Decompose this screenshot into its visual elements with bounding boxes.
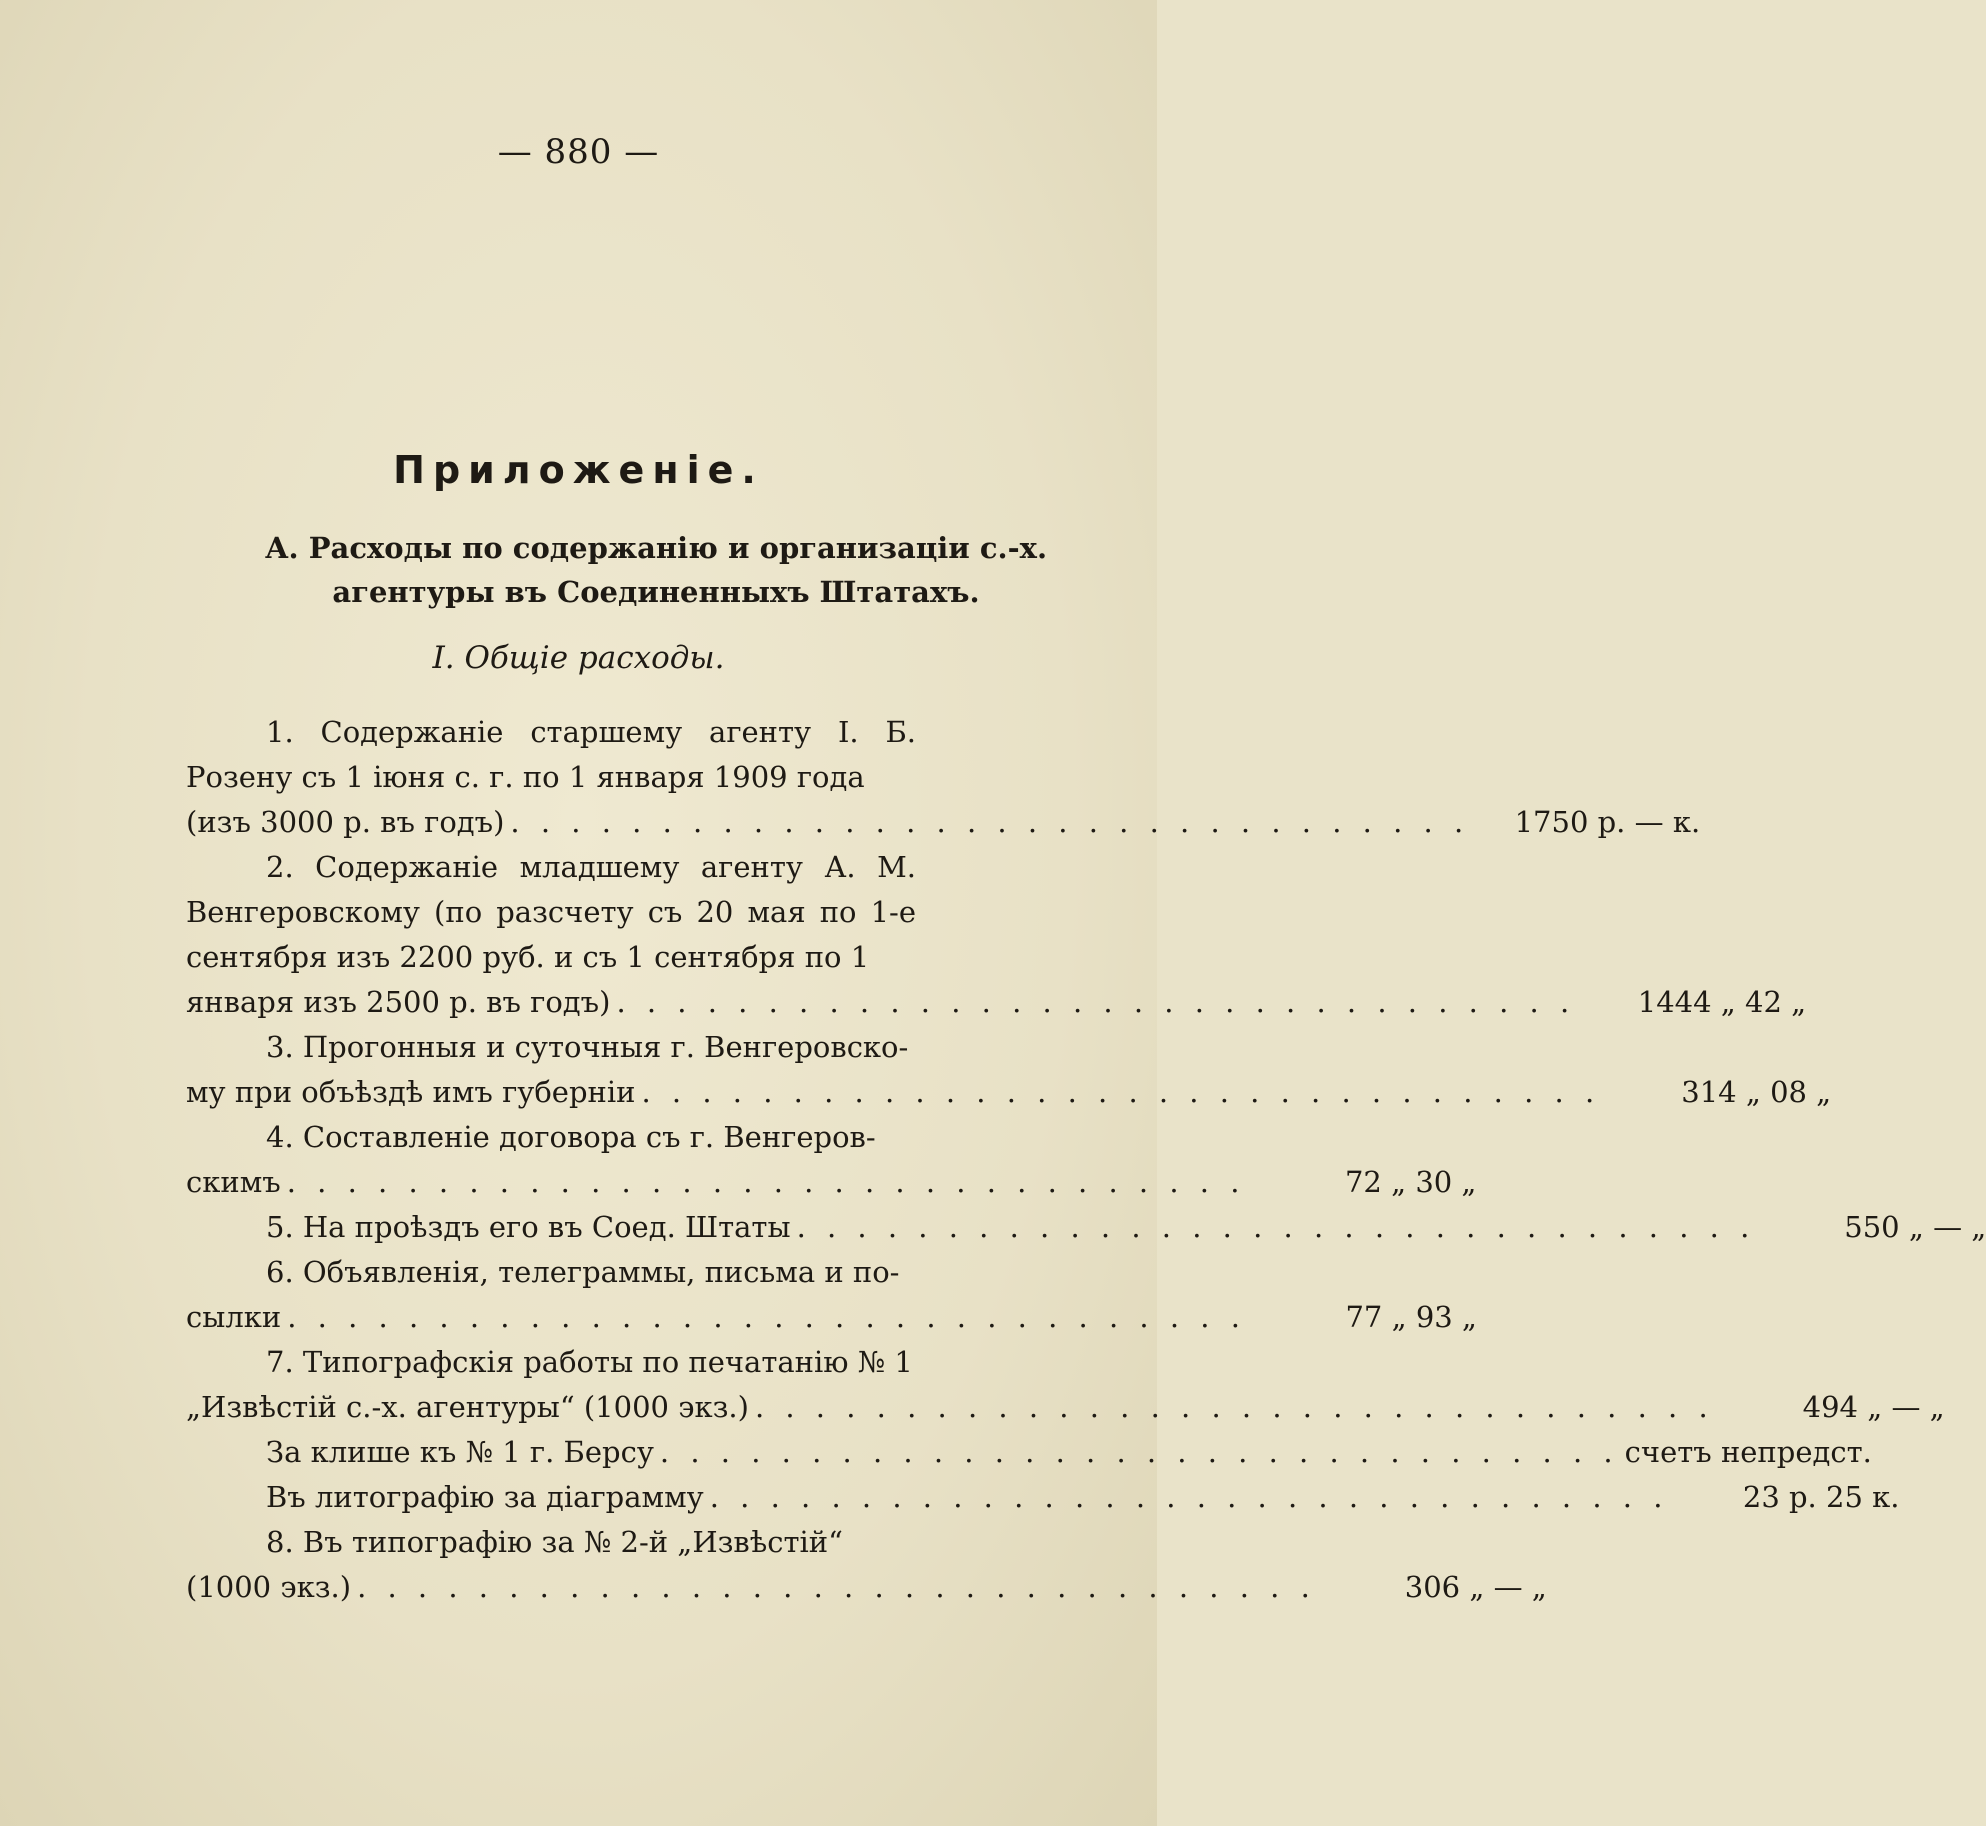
expense-item: [186, 1115, 1477, 1205]
expense-item-text: 3. Прогонныя и суточныя г. Венгеровско-: [266, 1030, 909, 1064]
expense-item-tail: За клише къ № 1 г. Берсу: [266, 1435, 654, 1469]
expense-item-line: [186, 1070, 1832, 1115]
expense-amount: 72 „ 30 „: [1344, 1165, 1477, 1199]
expense-amount: 550 „ — „: [1844, 1210, 1986, 1244]
expense-amount: 77 „ 93 „: [1345, 1300, 1477, 1334]
expense-amount: 1444 „ 42 „: [1637, 985, 1807, 1019]
expense-item-line: [186, 1205, 1986, 1250]
leader-dots: . . . . . . . . . . . . . . . . . . . . . . . . . . . . . . . .: [287, 1300, 1246, 1334]
expense-amount: 1750 р. — к.: [1514, 805, 1701, 839]
expense-item-line: [186, 1385, 1945, 1430]
expense-item-text: 4. Составленіе договора съ г. Венгеров-: [266, 1120, 876, 1154]
expense-item-line: [186, 1160, 1477, 1205]
expense-item: [186, 710, 1701, 845]
expense-item-tail: (1000 экз.): [186, 1570, 352, 1604]
leader-dots: . . . . . . . . . . . . . . . . . . . . . . . . . . . . . . . .: [357, 1570, 1316, 1604]
leader-dots: . . . . . . . . . . . . . . . . . . . . . . . . . . . . . . . .: [796, 1210, 1756, 1244]
expense-item-line: [186, 1295, 1477, 1340]
expense-item-line: [186, 800, 1701, 845]
leader-dots: . . . . . . . . . . . . . . . . . . . . . . . . . . . . . . . .: [709, 1480, 1669, 1514]
expense-item: [186, 1250, 1477, 1340]
expense-item: [186, 1475, 1900, 1520]
expense-item: [186, 1340, 1945, 1430]
expense-list: [186, 710, 1986, 1610]
section-title: А. Расходы по содержанію и организаціи с.-х. агентуры въ Соединенныхъ Штатахъ.: [264, 531, 1048, 609]
expense-item: [186, 1025, 1832, 1115]
expense-item-tail: января изъ 2500 р. въ годъ): [186, 985, 611, 1019]
expense-amount: 494 „ — „: [1802, 1390, 1945, 1424]
expense-item-line: [186, 980, 1807, 1025]
expense-amount: 306 „ — „: [1404, 1570, 1547, 1604]
expense-item-tail: скимъ: [186, 1165, 281, 1199]
expense-item-text: 7. Типографскія работы по печатанію № 1: [266, 1345, 913, 1379]
expense-amount: 314 „ 08 „: [1681, 1075, 1832, 1109]
expense-item-line: [186, 1475, 1900, 1520]
expense-item: [186, 845, 1807, 1025]
expense-item: [186, 1430, 1872, 1475]
expense-item-text: 8. Въ типографію за № 2-й „Извѣстій“: [266, 1525, 843, 1559]
expense-item: [186, 1205, 1986, 1250]
leader-dots: . . . . . . . . . . . . . . . . . . . . . . . . . . . . . . . .: [510, 805, 1470, 839]
leader-dots: . . . . . . . . . . . . . . . . . . . . . . . . . . . . . . . .: [286, 1165, 1246, 1199]
expense-item-tail: (изъ 3000 р. въ годъ): [186, 805, 505, 839]
page-number: — 880 —: [497, 132, 660, 172]
expense-item-tail: му при объѣздѣ имъ губерніи: [186, 1075, 636, 1109]
appendix-title: Приложеніе.: [393, 448, 764, 492]
expense-item-text: 6. Объявленія, телеграммы, письма и по-: [266, 1255, 900, 1289]
leader-dots: . . . . . . . . . . . . . . . . . . . . . . . . . . . . . . . .: [641, 1075, 1601, 1109]
expense-item: [186, 1520, 1547, 1610]
expense-item-tail: Въ литографію за діаграмму: [266, 1480, 704, 1514]
expense-item-tail: сылки: [186, 1300, 282, 1334]
expense-item-tail: „Извѣстій с.-х. агентуры“ (1000 экз.): [186, 1390, 749, 1424]
expense-amount: 23 р. 25 к.: [1742, 1480, 1900, 1514]
subsection-title: I. Общіе расходы.: [432, 640, 725, 676]
expense-item-tail: 5. На проѣздъ его въ Соед. Штаты: [266, 1210, 791, 1244]
leader-dots: . . . . . . . . . . . . . . . . . . . . . . . . . . . . . . . .: [659, 1435, 1619, 1469]
expense-item-text: 1. Содержаніе старшему агенту І. Б. Розену съ 1 іюня с. г. по 1 января 1909 года: [186, 715, 916, 794]
expense-amount: счетъ непредст.: [1624, 1435, 1872, 1469]
leader-dots: . . . . . . . . . . . . . . . . . . . . . . . . . . . . . . . .: [754, 1390, 1714, 1424]
expense-item-line: [186, 1565, 1547, 1610]
expense-item-line: [186, 1430, 1872, 1475]
expense-item-text: 2. Содержаніе младшему агенту А. М. Венгеровскому (по разсчету съ 20 мая по 1-е сентября изъ 2200 руб. и съ 1 сентября по 1: [186, 850, 916, 974]
leader-dots: . . . . . . . . . . . . . . . . . . . . . . . . . . . . . . . .: [616, 985, 1576, 1019]
